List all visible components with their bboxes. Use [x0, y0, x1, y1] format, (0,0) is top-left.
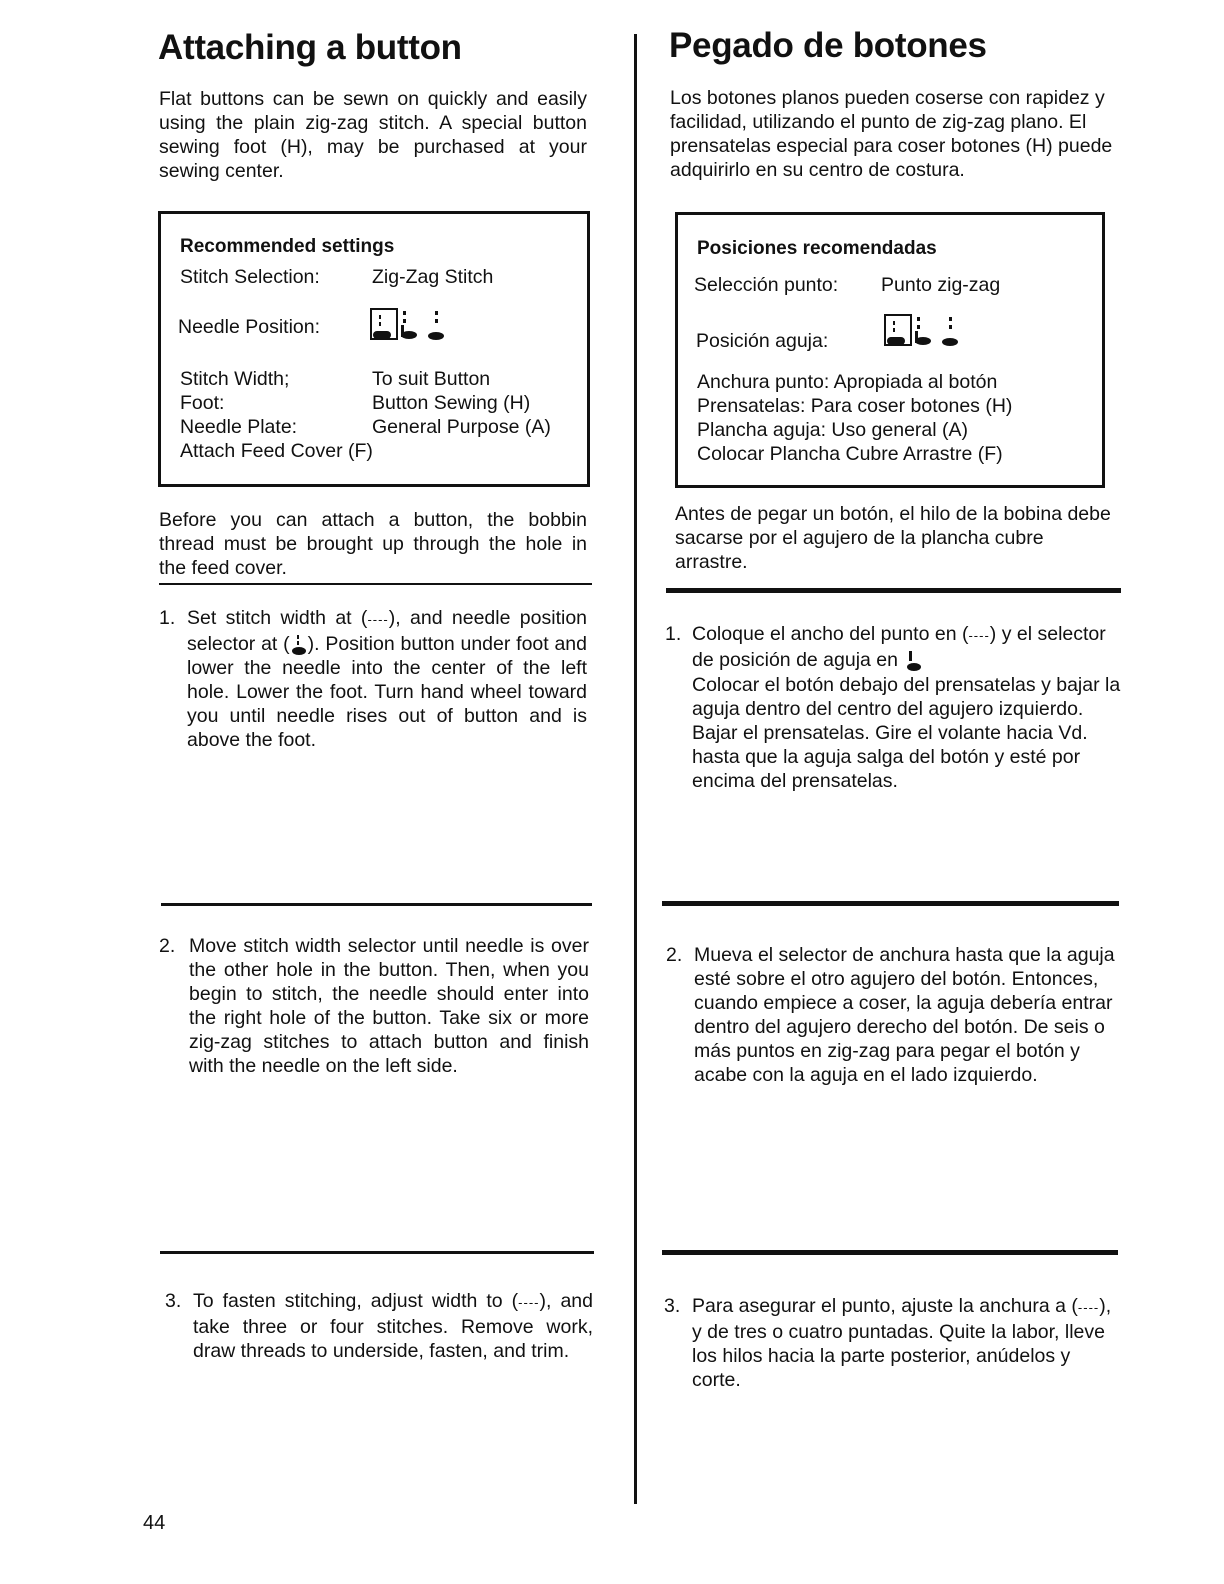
step-text: Move stitch width selector until needle is over the other hole in the button. Then, when you begin to stitch, the needle should enter into the right hole of the button. Take six or more zig-zag stitches to attach button and finish with the needle on the left side. — [189, 935, 589, 1077]
intro-en: Flat buttons can be sewn on quickly and easily using the plain zig-zag stitch. A special button sewing foot (H), may be purchased at your sewing center. — [159, 88, 587, 182]
step-number: 2. — [159, 935, 176, 957]
divider — [662, 1250, 1118, 1255]
settings-heading-es: Posiciones recomendadas — [697, 238, 937, 259]
page-title-en: Attaching a button — [158, 28, 462, 67]
stitch-selection-label-en: Stitch Selection: — [180, 266, 320, 288]
step-number: 3. — [664, 1295, 681, 1317]
step-text: Para asegurar el punto, ajuste la anchura a ( — [692, 1295, 1078, 1317]
divider — [666, 588, 1121, 593]
divider — [161, 903, 592, 906]
step-number: 1. — [665, 623, 682, 645]
divider — [662, 901, 1119, 906]
stitch-width-es: Anchura punto: Apropiada al botón — [697, 371, 998, 393]
divider — [160, 1251, 594, 1254]
width-dashes-glyph: ---- — [367, 612, 389, 627]
settings-heading-en: Recommended settings — [180, 236, 395, 257]
feed-cover-es: Colocar Plancha Cubre Arrastre (F) — [697, 443, 1003, 465]
settings-lines-es — [697, 370, 1012, 466]
width-dashes-glyph: ---- — [1077, 1300, 1100, 1315]
step-3-en — [165, 1289, 593, 1363]
needle-plate-value-en: General Purpose (A) — [372, 416, 551, 438]
step-number: 2. — [666, 944, 683, 966]
stitch-selection-label-es: Selección punto: — [694, 274, 839, 296]
stitch-selection-value-en: Zig-Zag Stitch — [372, 266, 494, 288]
step-text: Coloque el ancho del punto en ( — [692, 623, 969, 645]
step-text: ) y el selector de posición de aguja en — [692, 623, 1106, 671]
needle-position-label-en: Needle Position: — [178, 316, 321, 338]
foot-es: Prensatelas: Para coser botones (H) — [697, 395, 1013, 417]
stitch-selection-value-es: Punto zig-zag — [881, 274, 1001, 296]
step-number: 1. — [159, 607, 176, 629]
step-1-en — [159, 606, 587, 752]
needle-plate-es: Plancha aguja: Uso general (A) — [697, 419, 968, 441]
foot-label-en: Foot: — [180, 392, 225, 414]
foot-value-en: Button Sewing (H) — [372, 392, 531, 414]
step-3-es — [664, 1294, 1118, 1392]
step-2-en — [159, 934, 589, 1078]
page-number: 44 — [143, 1512, 166, 1534]
settings-box-es — [675, 212, 1105, 488]
step-text: Colocar el botón debajo del prensatelas y bajar la aguja dentro del centro del agujero izquierdo. Bajar el prensatelas. Gire el volante hacia Vd. hasta que la aguja salga del botón y esté por encima del prensatelas. — [692, 673, 1121, 792]
width-dashes-glyph: ---- — [518, 1295, 540, 1310]
needle-position-icon — [369, 307, 449, 343]
needle-plate-label-en: Needle Plate: — [180, 416, 298, 438]
step-text: Mueva el selector de anchura hasta que la aguja esté sobre el otro agujero del botón. Entonces, cuando empiece a coser, la aguja debería entrar dentro del agujero derecho del botón. De seis o más puntos en zig-zag para pegar el botón y acabe con la aguja en el lado izquierdo. — [694, 944, 1115, 1086]
page-title-es: Pegado de botones — [669, 26, 987, 65]
before-en: Before you can attach a button, the bobbin thread must be brought up through the hole in the feed cover. — [159, 509, 587, 579]
stitch-width-label-en: Stitch Width; — [180, 368, 290, 390]
width-dashes-glyph: ---- — [968, 628, 990, 643]
step-text: ), and needle position selector at ( — [187, 607, 588, 655]
step-text: ), and take three or four stitches. Remove work, draw threads to underside, fasten, and trim. — [193, 1290, 593, 1362]
needle-position-icon — [883, 313, 963, 349]
step-2-es — [666, 943, 1122, 1087]
needle-left-icon — [290, 634, 308, 656]
step-text: ). Position button under foot and lower the needle into the center of the left hole. Lower the foot. Turn hand wheel toward you until needle rises out of button and is above the foot. — [187, 633, 588, 751]
intro-es: Los botones planos pueden coserse con rapidez y facilidad, utilizando el punto de zig-zag plano. El prensatelas especial para coser botones (H) puede adquirirlo en su centro de costura. — [670, 87, 1113, 181]
before-es: Antes de pegar un botón, el hilo de la bobina debe sacarse por el agujero de la plancha cubre arrastre. — [675, 503, 1111, 573]
stitch-width-value-en: To suit Button — [372, 368, 491, 390]
divider — [159, 583, 592, 585]
settings-labels-en — [180, 367, 373, 463]
step-1-es — [665, 622, 1121, 793]
column-divider — [634, 34, 637, 1504]
needle-left-icon — [903, 649, 923, 673]
settings-values-en — [372, 367, 551, 439]
needle-position-label-es: Posición aguja: — [696, 330, 829, 352]
feed-cover-en: Attach Feed Cover (F) — [180, 440, 373, 462]
step-text: Set stitch width at ( — [187, 607, 368, 629]
step-number: 3. — [165, 1290, 182, 1312]
step-text: To fasten stitching, adjust width to ( — [193, 1290, 519, 1312]
settings-box-en — [158, 211, 590, 487]
step-text: ), y de tres o cuatro puntadas. Quite la labor, lleve los hilos hacia la parte posterior, anúdelos y corte. — [692, 1295, 1112, 1391]
